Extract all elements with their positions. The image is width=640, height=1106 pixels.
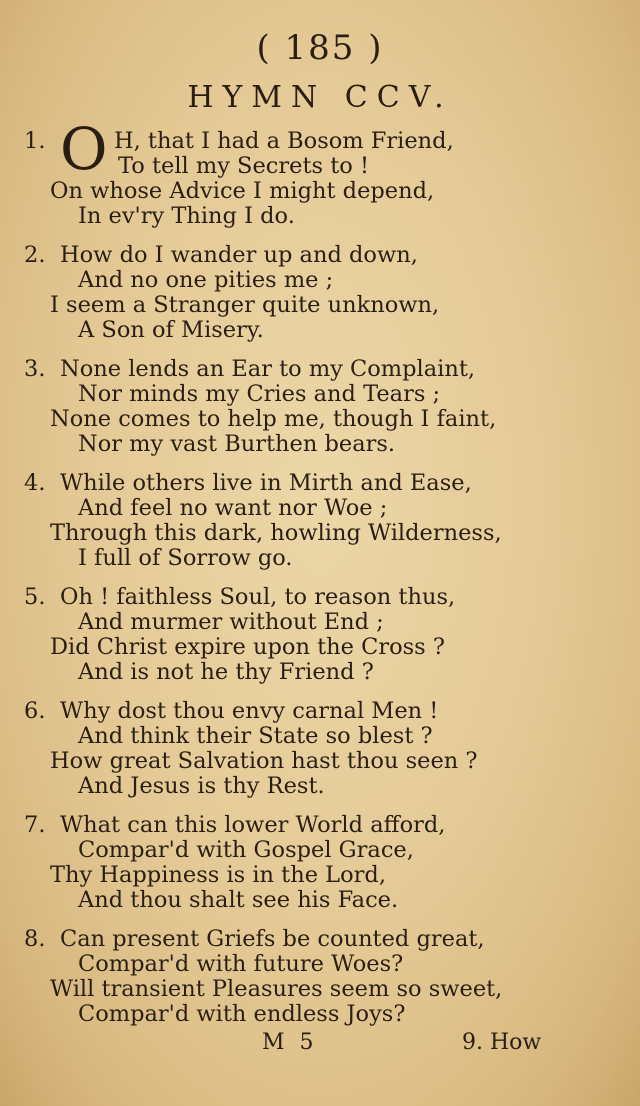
stanza-line: Nor minds my Cries and Tears ;	[78, 381, 441, 407]
stanza-line: And thou shalt see his Face.	[78, 887, 399, 913]
hymn-title: HYMN CCV.	[187, 80, 453, 115]
stanza-line: None comes to help me, though I faint,	[50, 406, 497, 432]
stanza-line: I full of Sorrow go.	[78, 545, 293, 571]
signature-mark: M 5	[262, 1030, 318, 1055]
stanza-line: And murmer without End ;	[78, 609, 384, 635]
stanza-line: I seem a Stranger quite unknown,	[50, 292, 440, 318]
stanza-line: Thy Happiness is in the Lord,	[50, 862, 386, 888]
stanza-8	[0, 926, 640, 1040]
stanza-line: Oh ! faithless Soul, to reason thus,	[60, 584, 456, 610]
stanza-7	[0, 812, 640, 926]
stanza-6	[0, 698, 640, 812]
page-number: ( 185 )	[256, 28, 384, 68]
drop-cap: O	[60, 115, 108, 183]
stanza-line: Why dost thou envy carnal Men !	[60, 698, 439, 724]
stanza-line: To tell my Secrets to !	[118, 153, 369, 179]
stanza-number: 6.	[24, 698, 46, 724]
stanza-line: Did Christ expire upon the Cross ?	[50, 634, 445, 660]
stanza-number: 1.	[24, 128, 46, 154]
stanza-line: And no one pities me ;	[78, 267, 334, 293]
stanza-line: Can present Griefs be counted great,	[60, 926, 485, 952]
stanza-line: None lends an Ear to my Complaint,	[60, 356, 476, 382]
stanza-number: 5.	[24, 584, 46, 610]
stanza-5	[0, 584, 640, 698]
stanza-number: 8.	[24, 926, 46, 952]
stanza-line: Will transient Pleasures seem so sweet,	[50, 976, 503, 1002]
stanza-line: And think their State so blest ?	[78, 723, 433, 749]
stanza-3	[0, 356, 640, 470]
stanza-line: Compar'd with future Woes?	[78, 951, 404, 977]
stanza-line: And Jesus is thy Rest.	[78, 773, 325, 799]
hymn-stanzas	[0, 115, 640, 1040]
stanza-line: Nor my vast Burthen bears.	[78, 431, 396, 457]
stanza-line: H, that I had a Bosom Friend,	[114, 128, 454, 154]
stanza-line: How great Salvation hast thou seen ?	[50, 748, 478, 774]
stanza-line: How do I wander up and down,	[60, 242, 418, 268]
stanza-4	[0, 470, 640, 584]
stanza-line: And feel no want nor Woe ;	[78, 495, 388, 521]
stanza-line: Compar'd with Gospel Grace,	[78, 837, 414, 863]
stanza-number: 3.	[24, 356, 46, 382]
stanza-2	[0, 242, 640, 356]
stanza-number: 4.	[24, 470, 46, 496]
stanza-number: 7.	[24, 812, 46, 838]
stanza-line: On whose Advice I might depend,	[50, 178, 435, 204]
stanza-number: 2.	[24, 242, 46, 268]
stanza-line: What can this lower World afford,	[60, 812, 446, 838]
stanza-line: While others live in Mirth and Ease,	[60, 470, 472, 496]
stanza-line: Through this dark, howling Wilderness,	[50, 520, 502, 546]
stanza-1	[0, 115, 640, 242]
stanza-line: In ev'ry Thing I do.	[78, 203, 295, 229]
stanza-line: And is not he thy Friend ?	[78, 659, 374, 685]
catchword: 9. How	[462, 1030, 542, 1055]
stanza-line: Compar'd with endless Joys?	[78, 1001, 406, 1027]
stanza-line: A Son of Misery.	[78, 317, 264, 343]
